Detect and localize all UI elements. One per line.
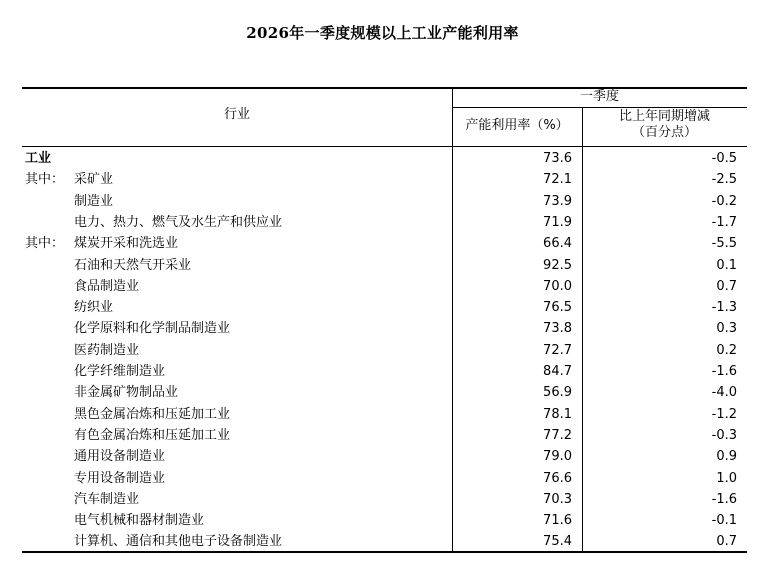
row-utilization-rate: 70.0 [543, 278, 572, 294]
table-row [22, 255, 747, 276]
row-utilization-rate: 70.3 [543, 491, 572, 507]
table-row [22, 148, 747, 169]
row-yoy-change: 0.7 [716, 278, 737, 294]
row-utilization-rate: 75.4 [543, 534, 572, 550]
row-yoy-change: -4.0 [711, 385, 737, 401]
row-utilization-rate: 71.9 [543, 214, 572, 230]
page-title: 2026年一季度规模以上工业产能利用率 [246, 24, 519, 42]
row-utilization-rate: 73.9 [543, 193, 572, 209]
table-row [22, 297, 747, 318]
row-industry-name: 制造业 [74, 193, 114, 209]
row-industry-name: 专用设备制造业 [74, 470, 166, 486]
row-industry-name: 化学纤维制造业 [74, 364, 166, 379]
table-row [22, 425, 747, 446]
row-industry-name: 食品制造业 [74, 278, 140, 294]
row-yoy-change: -1.3 [711, 300, 737, 316]
row-yoy-change: 0.2 [716, 342, 737, 358]
row-industry-name: 石油和天然气开采业 [74, 257, 192, 273]
table-row [22, 233, 747, 254]
row-utilization-rate: 79.0 [543, 449, 572, 465]
table-row [22, 191, 747, 212]
row-yoy-change: 0.9 [716, 449, 737, 465]
row-yoy-change: -0.3 [711, 427, 737, 443]
row-yoy-change: -1.6 [711, 364, 737, 379]
header-rate: 产能利用率（%） [465, 118, 569, 133]
header-industry: 行业 [223, 107, 250, 122]
row-yoy-change: -2.5 [711, 172, 737, 188]
row-industry-name: 医药制造业 [74, 342, 140, 358]
table-row [22, 510, 747, 531]
row-utilization-rate: 76.5 [543, 300, 572, 316]
row-industry-name: 电气机械和器材制造业 [74, 513, 205, 529]
row-industry-name: 纺织业 [74, 300, 114, 316]
row-utilization-rate: 72.1 [543, 172, 572, 188]
row-yoy-change: -5.5 [711, 236, 737, 252]
row-prefix: 其中： [25, 172, 65, 188]
header-period: 一季度 [579, 89, 619, 104]
row-industry-name: 计算机、通信和其他电子设备制造业 [74, 534, 283, 550]
row-yoy-change: -0.5 [711, 151, 737, 166]
row-prefix: 其中： [25, 236, 65, 252]
row-industry-name: 有色金属冶炼和压延加工业 [74, 427, 231, 443]
header-change-line2: （百分点） [631, 125, 697, 140]
row-utilization-rate: 56.9 [543, 385, 572, 401]
row-utilization-rate: 78.1 [543, 406, 572, 422]
header-bottom-rule [22, 146, 747, 147]
row-industry-name: 汽车制造业 [74, 491, 140, 507]
table-row [22, 468, 747, 489]
row-yoy-change: -1.2 [711, 406, 737, 422]
row-yoy-change: -0.2 [711, 193, 737, 209]
row-utilization-rate: 71.6 [543, 513, 572, 529]
row-utilization-rate: 66.4 [543, 236, 572, 252]
row-utilization-rate: 77.2 [543, 427, 572, 443]
row-yoy-change: -0.1 [711, 513, 737, 529]
row-industry-name: 工业 [25, 151, 52, 166]
header-change-line1: 比上年同期增减 [618, 109, 710, 124]
table-row [22, 531, 747, 552]
table-row [22, 276, 747, 297]
row-yoy-change: 0.1 [716, 257, 737, 273]
row-utilization-rate: 76.6 [543, 470, 572, 486]
row-industry-name: 采矿业 [74, 172, 114, 188]
row-industry-name: 通用设备制造业 [74, 449, 166, 465]
row-industry-name: 黑色金属冶炼和压延加工业 [74, 406, 231, 422]
table-row [22, 489, 747, 510]
row-industry-name: 化学原料和化学制品制造业 [74, 321, 231, 337]
table-row [22, 382, 747, 403]
row-utilization-rate: 92.5 [543, 257, 572, 273]
table-row [22, 318, 747, 339]
row-yoy-change: -1.6 [711, 491, 737, 507]
row-utilization-rate: 73.8 [543, 321, 572, 337]
row-yoy-change: 0.3 [716, 321, 737, 337]
table-row [22, 169, 747, 190]
table-row [22, 446, 747, 467]
table-row [22, 404, 747, 425]
row-industry-name: 电力、热力、燃气及水生产和供应业 [74, 214, 283, 230]
table-row [22, 340, 747, 361]
row-yoy-change: 0.7 [716, 534, 737, 550]
row-utilization-rate: 72.7 [543, 342, 572, 358]
row-yoy-change: -1.7 [711, 214, 737, 230]
period-underline [452, 107, 747, 108]
row-industry-name: 非金属矿物制品业 [74, 385, 179, 401]
table-row [22, 212, 747, 233]
row-yoy-change: 1.0 [716, 470, 737, 486]
row-industry-name: 煤炭开采和洗选业 [74, 236, 179, 252]
row-utilization-rate: 73.6 [543, 151, 572, 166]
table-row [22, 361, 747, 382]
row-utilization-rate: 84.7 [543, 364, 572, 379]
